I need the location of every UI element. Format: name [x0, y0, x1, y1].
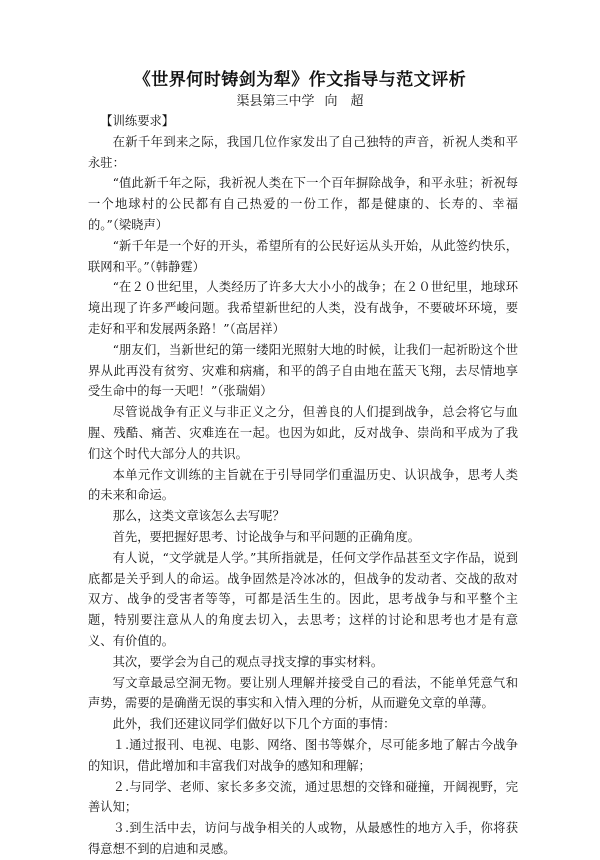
list-item: ２.与同学、老师、家长多多交流，通过思想的交锋和碰撞，开阔视野，完善认知； — [88, 779, 518, 815]
paragraph: 此外，我们还建议同学们做好以下几个方面的事情： — [112, 717, 396, 732]
paragraph: 首先，要把握好思考、讨论战争与和平问题的正确角度。 — [112, 529, 421, 544]
document-title: 《世界何时铸剑为犁》作文指导与范文评析 — [133, 70, 467, 90]
document-body — [88, 111, 518, 860]
paragraph: 那么，这类文章该怎么去写呢？ — [112, 509, 285, 524]
quote-paragraph: “新千年是一个好的开头，希望所有的公民好运从头开始，从此签约快乐，联网和平。”（韩静霆） — [88, 238, 518, 274]
quote-paragraph: “在２０世纪里，人类经历了许多大大小小的战争；在２０世纪里，地球环境出现了许多严峻问题。我希望新世纪的人类，没有战争，不要破坏环境，要走好和平和发展两条路！”（高居祥） — [88, 280, 518, 336]
author-name: 向 超 — [324, 94, 364, 109]
byline — [0, 94, 600, 110]
section-heading: 【训练要求】 — [100, 114, 175, 128]
paragraph: 本单元作文训练的主旨就在于引导同学们重温历史、认识战争，思考人类的未来和命运。 — [88, 467, 518, 503]
paragraph: 尽管说战争有正义与非正义之分，但善良的人们提到战争，总会将它与血腥、残酷、痛苦、灾难连在一起。也因为如此，反对战争、崇尚和平成为了我们这个时代大部分人的共识。 — [88, 405, 518, 461]
list-item: １.通过报刊、电视、电影、网络、图书等媒介，尽可能多地了解古今战争的知识，借此增加和丰富我们对战争的感知和理解； — [88, 737, 518, 773]
list-item: ３.到生活中去，访问与战争相关的人或物，从最感性的地方入手，你将获得意想不到的启迪和灵感。 — [88, 821, 518, 856]
school-name: 渠县第三中学 — [236, 94, 315, 109]
paragraph: 写文章最忌空洞无物。要让别人理解并接受自己的看法，不能单凭意气和声势，需要的是确凿无误的事实和入情入理的分析，从而避免文章的单薄。 — [88, 675, 518, 711]
quote-paragraph: “值此新千年之际，我祈祝人类在下一个百年摒除战争，和平永驻；祈祝每一个地球村的公民都有自己热爱的一份工作，都是健康的、长寿的、幸福的。”（梁晓声） — [88, 176, 518, 232]
quote-paragraph: “朋友们，当新世纪的第一缕阳光照射大地的时候，让我们一起祈盼这个世界从此再没有贫穷、灾难和病痛，和平的鸽子自由地在蓝天飞翔，去尽情地享受生命中的每一天吧！”（张瑞娟） — [88, 342, 518, 399]
paragraph: 其次，要学会为自己的观点寻找支撑的事实材料。 — [112, 654, 384, 669]
paragraph: 有人说，“文学就是人学。”其所指就是，任何文学作品甚至文字作品，说到底都是关乎到人的命运。战争固然是冷冰冰的，但战争的发动者、交战的敌对双方、战争的受害者等等，可都是活生生的。因此，思考战争与和平整个主题，特别要注意从人的角度去切入，去思考；这样的讨论和思考也才是有意义、有价值的。 — [88, 550, 518, 648]
paragraph: 在新千年到来之际，我国几位作家发出了自己独特的声音，祈祝人类和平永驻： — [88, 134, 518, 170]
